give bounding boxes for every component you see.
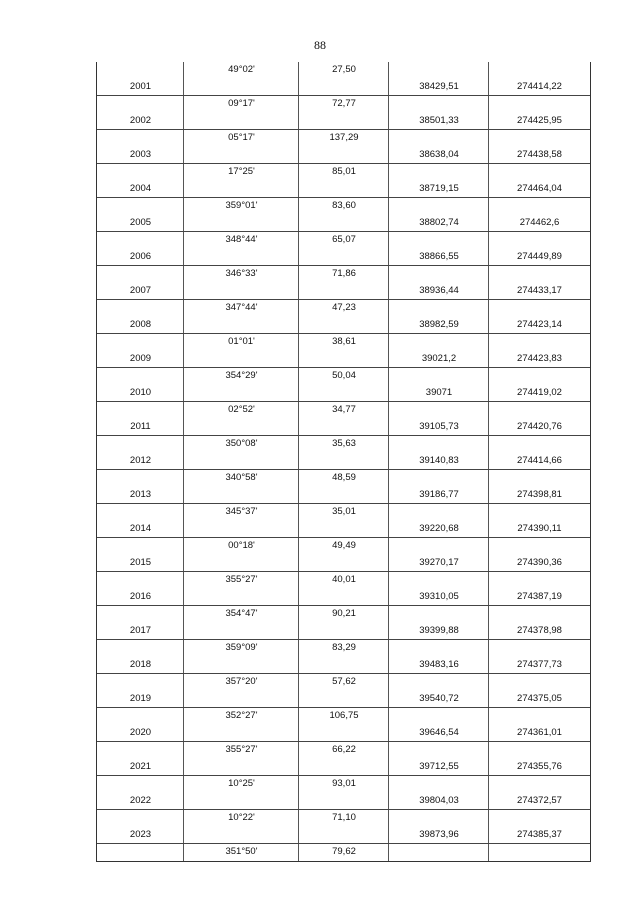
x-coordinate-cell: 38638,04 bbox=[419, 148, 459, 160]
point-row bbox=[97, 249, 590, 267]
x-coordinate-cell: 39186,77 bbox=[419, 488, 459, 500]
y-coordinate-cell bbox=[489, 674, 590, 691]
direction-angle-cell: 357°20' bbox=[225, 676, 258, 687]
x-coordinate-cell: 38802,74 bbox=[419, 216, 459, 228]
x-coordinate-cell: 39646,54 bbox=[419, 726, 459, 738]
segment-row bbox=[97, 810, 590, 827]
segment-row bbox=[97, 538, 590, 555]
length-cell bbox=[299, 623, 389, 640]
y-coordinate-cell: 274433,17 bbox=[517, 284, 562, 296]
direction-angle-cell: 17°25' bbox=[228, 166, 255, 177]
x-coordinate-cell bbox=[389, 334, 489, 351]
length-cell: 40,01 bbox=[332, 574, 356, 585]
y-coordinate-cell: 274390,36 bbox=[517, 556, 562, 568]
point-number-cell bbox=[97, 572, 184, 589]
segment-row bbox=[97, 674, 590, 691]
point-number-cell: 2020 bbox=[129, 726, 152, 738]
x-coordinate-cell: 38719,15 bbox=[419, 182, 459, 194]
length-cell bbox=[299, 793, 389, 810]
direction-angle-cell bbox=[184, 419, 299, 436]
direction-angle-cell: 09°17' bbox=[228, 98, 255, 109]
x-coordinate-cell bbox=[389, 538, 489, 555]
length-cell: 66,22 bbox=[332, 744, 356, 755]
x-coordinate-cell bbox=[389, 164, 489, 181]
y-coordinate-cell bbox=[489, 62, 590, 79]
point-number-cell: 2011 bbox=[130, 420, 151, 432]
point-number-cell bbox=[97, 198, 184, 215]
x-coordinate-cell: 39399,88 bbox=[419, 624, 459, 636]
point-number-cell bbox=[97, 62, 184, 79]
point-number-cell: 2023 bbox=[129, 828, 152, 840]
direction-angle-cell bbox=[184, 487, 299, 504]
direction-angle-cell bbox=[184, 249, 299, 266]
point-row bbox=[97, 793, 590, 811]
x-coordinate-cell: 39712,55 bbox=[419, 760, 459, 772]
x-coordinate-cell: 39220,68 bbox=[419, 522, 459, 534]
length-cell bbox=[299, 147, 389, 164]
length-cell: 137,29 bbox=[329, 132, 359, 143]
point-number-cell bbox=[97, 844, 184, 861]
x-coordinate-cell bbox=[389, 606, 489, 623]
length-cell: 106,75 bbox=[329, 710, 359, 721]
x-coordinate-cell bbox=[389, 504, 489, 521]
length-cell: 57,62 bbox=[332, 676, 356, 687]
x-coordinate-cell bbox=[389, 810, 489, 827]
point-number-cell bbox=[97, 470, 184, 487]
point-number-cell: 2019 bbox=[129, 692, 152, 704]
length-cell bbox=[299, 385, 389, 402]
segment-row bbox=[97, 232, 590, 249]
y-coordinate-cell: 274377,73 bbox=[517, 658, 562, 670]
length-cell: 71,10 bbox=[332, 812, 356, 823]
y-coordinate-cell: 274419,02 bbox=[517, 386, 562, 398]
length-cell bbox=[299, 215, 389, 232]
x-coordinate-cell bbox=[389, 266, 489, 283]
direction-angle-cell: 49°02' bbox=[228, 64, 255, 75]
y-coordinate-cell: 274414,66 bbox=[517, 454, 562, 466]
point-number-cell bbox=[97, 504, 184, 521]
direction-angle-cell bbox=[184, 181, 299, 198]
y-coordinate-cell bbox=[489, 776, 590, 793]
direction-angle-cell bbox=[184, 555, 299, 572]
point-number-cell: 2007 bbox=[129, 284, 152, 296]
y-coordinate-cell: 274390,11 bbox=[517, 522, 562, 534]
segment-row bbox=[97, 130, 590, 147]
length-cell bbox=[299, 113, 389, 130]
direction-angle-cell bbox=[184, 351, 299, 368]
point-row bbox=[97, 147, 590, 165]
length-cell bbox=[299, 419, 389, 436]
length-cell bbox=[299, 487, 389, 504]
direction-angle-cell: 10°25' bbox=[228, 778, 255, 789]
point-number-cell bbox=[97, 130, 184, 147]
segment-row bbox=[97, 708, 590, 725]
point-row bbox=[97, 351, 590, 369]
y-coordinate-cell bbox=[489, 640, 590, 657]
point-row bbox=[97, 79, 590, 97]
point-number-cell bbox=[97, 368, 184, 385]
direction-angle-cell bbox=[184, 283, 299, 300]
y-coordinate-cell bbox=[489, 538, 590, 555]
y-coordinate-cell: 274464,04 bbox=[517, 182, 562, 194]
direction-angle-cell bbox=[184, 215, 299, 232]
x-coordinate-cell: 39021,2 bbox=[421, 352, 457, 364]
point-number-cell: 2002 bbox=[129, 114, 152, 126]
direction-angle-cell: 354°29' bbox=[225, 370, 258, 381]
y-coordinate-cell: 274385,37 bbox=[517, 828, 562, 840]
x-coordinate-cell bbox=[389, 470, 489, 487]
point-row bbox=[97, 181, 590, 199]
y-coordinate-cell bbox=[489, 572, 590, 589]
y-coordinate-cell bbox=[489, 300, 590, 317]
point-number-cell: 2015 bbox=[129, 556, 152, 568]
segment-row bbox=[97, 742, 590, 759]
y-coordinate-cell bbox=[489, 742, 590, 759]
y-coordinate-cell bbox=[489, 470, 590, 487]
direction-angle-cell bbox=[184, 759, 299, 776]
y-coordinate-cell: 274372,57 bbox=[517, 794, 562, 806]
length-cell bbox=[299, 249, 389, 266]
length-cell bbox=[299, 827, 389, 844]
segment-row bbox=[97, 300, 590, 317]
point-number-cell bbox=[97, 674, 184, 691]
point-row bbox=[97, 759, 590, 777]
direction-angle-cell bbox=[184, 317, 299, 334]
segment-row bbox=[97, 776, 590, 793]
point-number-cell: 2022 bbox=[129, 794, 152, 806]
point-number-cell bbox=[97, 96, 184, 113]
direction-angle-cell: 01°01' bbox=[228, 336, 255, 347]
length-cell bbox=[299, 283, 389, 300]
x-coordinate-cell bbox=[389, 674, 489, 691]
segment-row bbox=[97, 164, 590, 181]
x-coordinate-cell bbox=[389, 640, 489, 657]
y-coordinate-cell bbox=[489, 708, 590, 725]
length-cell: 50,04 bbox=[332, 370, 356, 381]
direction-angle-cell bbox=[184, 793, 299, 810]
point-number-cell: 2006 bbox=[129, 250, 152, 262]
y-coordinate-cell bbox=[489, 266, 590, 283]
x-coordinate-cell: 38429,51 bbox=[419, 80, 459, 92]
direction-angle-cell bbox=[184, 623, 299, 640]
point-number-cell: 2008 bbox=[129, 318, 152, 330]
point-number-cell: 2005 bbox=[129, 216, 152, 228]
y-coordinate-cell bbox=[489, 164, 590, 181]
y-coordinate-cell: 274398,81 bbox=[517, 488, 562, 500]
x-coordinate-cell bbox=[389, 436, 489, 453]
point-number-cell bbox=[97, 776, 184, 793]
point-row bbox=[97, 555, 590, 573]
y-coordinate-cell bbox=[489, 504, 590, 521]
length-cell: 48,59 bbox=[332, 472, 356, 483]
y-coordinate-cell: 274378,98 bbox=[517, 624, 562, 636]
length-cell: 79,62 bbox=[332, 846, 356, 857]
x-coordinate-cell bbox=[389, 368, 489, 385]
segment-row bbox=[97, 62, 590, 79]
length-cell bbox=[299, 725, 389, 742]
direction-angle-cell: 02°52' bbox=[228, 404, 255, 415]
direction-angle-cell: 340°58' bbox=[225, 472, 258, 483]
point-row bbox=[97, 827, 590, 845]
x-coordinate-cell: 39483,16 bbox=[419, 658, 459, 670]
point-number-cell bbox=[97, 164, 184, 181]
length-cell bbox=[299, 657, 389, 674]
x-coordinate-cell bbox=[389, 742, 489, 759]
x-coordinate-cell: 39105,73 bbox=[419, 420, 459, 432]
y-coordinate-cell bbox=[489, 606, 590, 623]
point-row bbox=[97, 521, 590, 539]
x-coordinate-cell: 39540,72 bbox=[419, 692, 459, 704]
length-cell bbox=[299, 317, 389, 334]
direction-angle-cell: 348°44' bbox=[225, 234, 258, 245]
direction-angle-cell: 346°33' bbox=[225, 268, 258, 279]
segment-row bbox=[97, 368, 590, 385]
length-cell bbox=[299, 521, 389, 538]
segment-row bbox=[97, 198, 590, 215]
point-row bbox=[97, 385, 590, 403]
x-coordinate-cell bbox=[389, 300, 489, 317]
y-coordinate-cell: 274355,76 bbox=[517, 760, 562, 772]
point-row bbox=[97, 215, 590, 233]
length-cell: 71,86 bbox=[332, 268, 356, 279]
direction-angle-cell: 359°09' bbox=[225, 642, 258, 653]
point-number-cell bbox=[97, 436, 184, 453]
direction-angle-cell bbox=[184, 521, 299, 538]
x-coordinate-cell: 38501,33 bbox=[419, 114, 459, 126]
point-number-cell: 2004 bbox=[129, 182, 152, 194]
point-row bbox=[97, 283, 590, 301]
point-number-cell bbox=[97, 334, 184, 351]
point-row bbox=[97, 589, 590, 607]
x-coordinate-cell bbox=[389, 776, 489, 793]
point-row bbox=[97, 317, 590, 335]
point-row bbox=[97, 623, 590, 641]
length-cell bbox=[299, 181, 389, 198]
direction-angle-cell: 347°44' bbox=[225, 302, 258, 313]
point-row bbox=[97, 725, 590, 743]
segment-row bbox=[97, 640, 590, 657]
length-cell: 27,50 bbox=[332, 64, 356, 75]
segment-row bbox=[97, 470, 590, 487]
x-coordinate-cell: 39270,17 bbox=[419, 556, 459, 568]
direction-angle-cell bbox=[184, 691, 299, 708]
point-number-cell: 2017 bbox=[129, 624, 152, 636]
point-number-cell: 2018 bbox=[129, 658, 152, 670]
y-coordinate-cell: 274420,76 bbox=[517, 420, 562, 432]
direction-angle-cell bbox=[184, 113, 299, 130]
length-cell: 72,77 bbox=[332, 98, 356, 109]
segment-row bbox=[97, 606, 590, 623]
point-number-cell: 2012 bbox=[129, 454, 152, 466]
segment-row bbox=[97, 572, 590, 589]
point-row bbox=[97, 453, 590, 471]
y-coordinate-cell bbox=[489, 232, 590, 249]
point-number-cell: 2013 bbox=[129, 488, 152, 500]
y-coordinate-cell bbox=[489, 198, 590, 215]
length-cell bbox=[299, 589, 389, 606]
y-coordinate-cell: 274438,58 bbox=[517, 148, 562, 160]
direction-angle-cell bbox=[184, 725, 299, 742]
x-coordinate-cell bbox=[389, 572, 489, 589]
point-number-cell bbox=[97, 232, 184, 249]
direction-angle-cell: 345°37' bbox=[225, 506, 258, 517]
length-cell bbox=[299, 759, 389, 776]
coordinates-table bbox=[96, 62, 591, 862]
direction-angle-cell: 359°01' bbox=[225, 200, 258, 211]
y-coordinate-cell bbox=[489, 436, 590, 453]
point-number-cell bbox=[97, 402, 184, 419]
direction-angle-cell: 355°27' bbox=[225, 574, 258, 585]
direction-angle-cell: 10°22' bbox=[228, 812, 255, 823]
direction-angle-cell bbox=[184, 385, 299, 402]
direction-angle-cell bbox=[184, 657, 299, 674]
y-coordinate-cell: 274414,22 bbox=[517, 80, 562, 92]
x-coordinate-cell bbox=[389, 402, 489, 419]
length-cell: 49,49 bbox=[332, 540, 356, 551]
y-coordinate-cell bbox=[489, 402, 590, 419]
x-coordinate-cell: 39071 bbox=[425, 386, 453, 398]
x-coordinate-cell bbox=[389, 232, 489, 249]
direction-angle-cell: 350°08' bbox=[225, 438, 258, 449]
x-coordinate-cell bbox=[389, 198, 489, 215]
point-number-cell: 2014 bbox=[129, 522, 152, 534]
direction-angle-cell bbox=[184, 79, 299, 96]
x-coordinate-cell: 39873,96 bbox=[419, 828, 459, 840]
x-coordinate-cell: 38866,55 bbox=[419, 250, 459, 262]
length-cell: 34,77 bbox=[332, 404, 356, 415]
segment-row bbox=[97, 334, 590, 351]
y-coordinate-cell bbox=[489, 368, 590, 385]
x-coordinate-cell bbox=[389, 130, 489, 147]
segment-row bbox=[97, 402, 590, 419]
page-number: 88 bbox=[314, 38, 326, 52]
direction-angle-cell bbox=[184, 453, 299, 470]
length-cell: 47,23 bbox=[332, 302, 356, 313]
y-coordinate-cell: 274361,01 bbox=[517, 726, 562, 738]
x-coordinate-cell: 38936,44 bbox=[419, 284, 459, 296]
length-cell bbox=[299, 555, 389, 572]
point-number-cell: 2009 bbox=[129, 352, 152, 364]
y-coordinate-cell bbox=[489, 844, 590, 861]
length-cell: 93,01 bbox=[332, 778, 356, 789]
point-number-cell: 2016 bbox=[129, 590, 152, 602]
point-row bbox=[97, 419, 590, 437]
direction-angle-cell: 351°50' bbox=[225, 846, 258, 857]
segment-row bbox=[97, 844, 590, 861]
point-number-cell: 2003 bbox=[129, 148, 152, 160]
y-coordinate-cell: 274387,19 bbox=[517, 590, 562, 602]
point-row bbox=[97, 487, 590, 505]
x-coordinate-cell bbox=[389, 62, 489, 79]
y-coordinate-cell: 274449,89 bbox=[517, 250, 562, 262]
x-coordinate-cell: 39140,83 bbox=[419, 454, 459, 466]
point-row bbox=[97, 691, 590, 709]
point-number-cell bbox=[97, 810, 184, 827]
y-coordinate-cell bbox=[489, 96, 590, 113]
direction-angle-cell bbox=[184, 827, 299, 844]
point-number-cell bbox=[97, 606, 184, 623]
point-number-cell bbox=[97, 266, 184, 283]
length-cell: 35,01 bbox=[332, 506, 356, 517]
segment-row bbox=[97, 504, 590, 521]
y-coordinate-cell bbox=[489, 334, 590, 351]
direction-angle-cell: 352°27' bbox=[225, 710, 258, 721]
length-cell: 90,21 bbox=[332, 608, 356, 619]
segment-row bbox=[97, 266, 590, 283]
point-number-cell: 2021 bbox=[129, 760, 152, 772]
length-cell bbox=[299, 351, 389, 368]
y-coordinate-cell: 274423,14 bbox=[517, 318, 562, 330]
point-number-cell bbox=[97, 640, 184, 657]
direction-angle-cell: 00°18' bbox=[228, 540, 255, 551]
length-cell: 38,61 bbox=[332, 336, 356, 347]
x-coordinate-cell bbox=[389, 844, 489, 861]
y-coordinate-cell: 274375,05 bbox=[517, 692, 562, 704]
direction-angle-cell bbox=[184, 147, 299, 164]
y-coordinate-cell bbox=[489, 130, 590, 147]
length-cell: 83,29 bbox=[332, 642, 356, 653]
direction-angle-cell bbox=[184, 589, 299, 606]
x-coordinate-cell: 39804,03 bbox=[419, 794, 459, 806]
y-coordinate-cell bbox=[489, 810, 590, 827]
direction-angle-cell: 354°47' bbox=[225, 608, 258, 619]
point-number-cell: 2010 bbox=[129, 386, 152, 398]
x-coordinate-cell bbox=[389, 96, 489, 113]
y-coordinate-cell: 274425,95 bbox=[517, 114, 562, 126]
x-coordinate-cell: 38982,59 bbox=[419, 318, 459, 330]
point-number-cell bbox=[97, 538, 184, 555]
length-cell bbox=[299, 79, 389, 96]
y-coordinate-cell: 274423,83 bbox=[517, 352, 562, 364]
x-coordinate-cell bbox=[389, 708, 489, 725]
point-row bbox=[97, 113, 590, 131]
point-number-cell bbox=[97, 742, 184, 759]
direction-angle-cell: 355°27' bbox=[225, 744, 258, 755]
segment-row bbox=[97, 436, 590, 453]
segment-row bbox=[97, 96, 590, 113]
length-cell: 65,07 bbox=[332, 234, 356, 245]
point-row bbox=[97, 657, 590, 675]
length-cell: 83,60 bbox=[332, 200, 356, 211]
length-cell bbox=[299, 691, 389, 708]
x-coordinate-cell: 39310,05 bbox=[419, 590, 459, 602]
point-number-cell bbox=[97, 300, 184, 317]
y-coordinate-cell: 274462,6 bbox=[519, 216, 560, 228]
point-number-cell: 2001 bbox=[129, 80, 152, 92]
length-cell bbox=[299, 453, 389, 470]
length-cell: 85,01 bbox=[332, 166, 356, 177]
direction-angle-cell: 05°17' bbox=[228, 132, 255, 143]
point-number-cell bbox=[97, 708, 184, 725]
length-cell: 35,63 bbox=[332, 438, 356, 449]
